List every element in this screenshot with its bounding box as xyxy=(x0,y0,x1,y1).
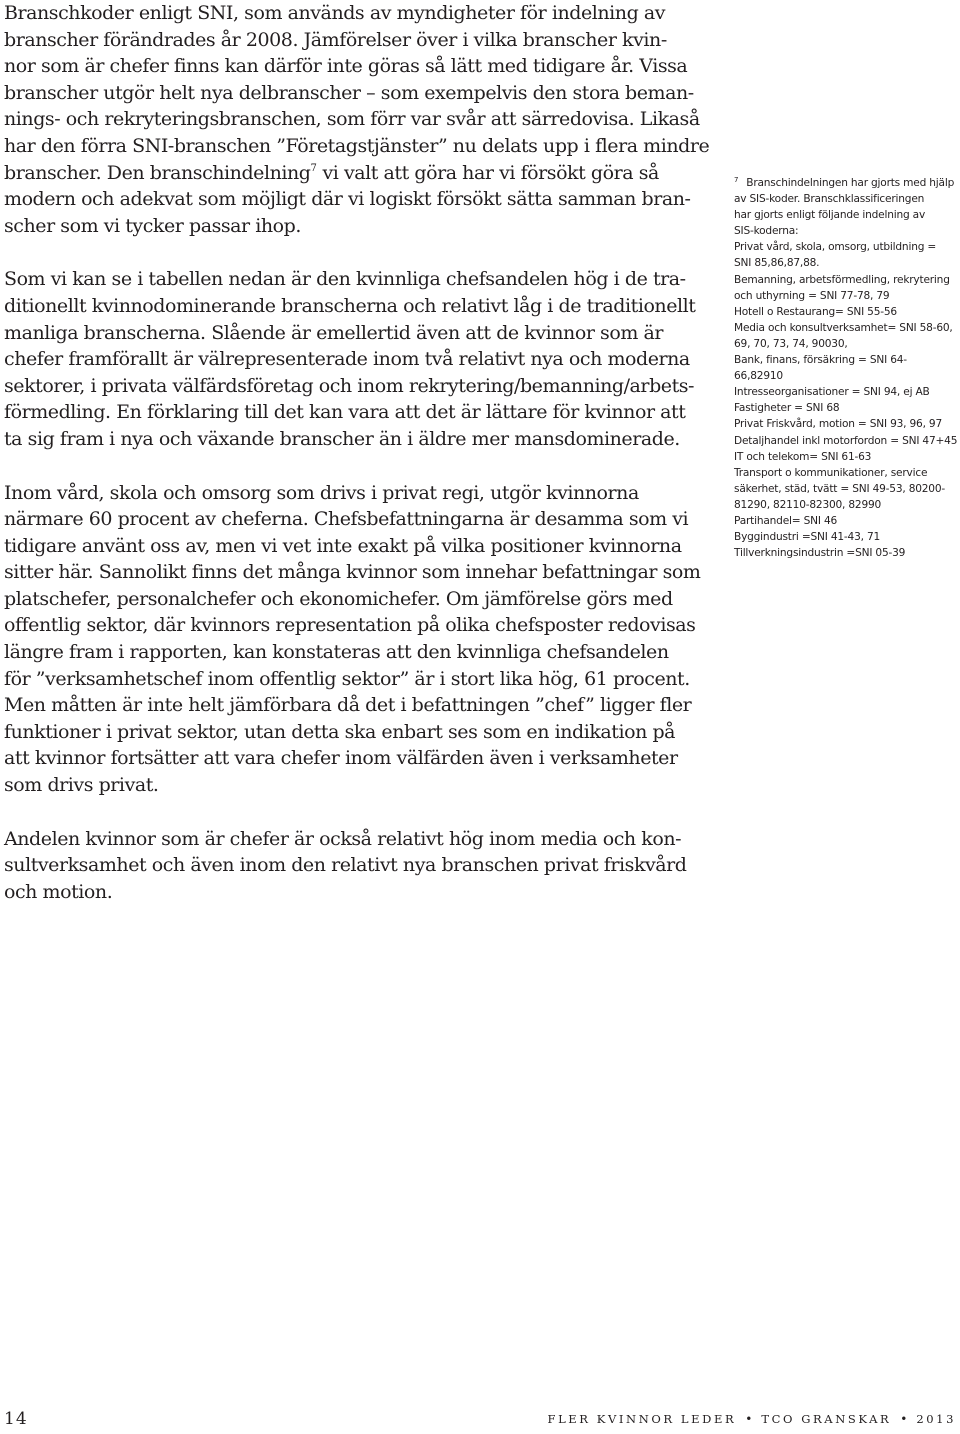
footnote-reference[interactable]: 7 xyxy=(310,162,317,174)
footnote-line: Byggindustri =SNI 41-43, 71 xyxy=(734,531,881,544)
footnote-line: och uthyrning = SNI 77-78, 79 xyxy=(734,289,890,302)
main-text-column xyxy=(4,0,716,905)
footnote-line: Bemanning, arbetsförmedling, rekrytering xyxy=(734,273,950,286)
footnote-line: Privat vård, skola, omsorg, utbildning = xyxy=(734,241,937,254)
text-line: Som vi kan se i tabellen nedan är den kvinnliga chefsandelen hög i de tra- xyxy=(4,268,686,291)
text-line: nings- och rekryteringsbranschen, som förr var svår att särredovisa. Likaså xyxy=(4,108,700,131)
footnote-first-line xyxy=(734,172,958,191)
text-line: sultverksamhet och även inom den relativt nya branschen privat friskvård xyxy=(4,854,687,877)
text-line: som drivs privat. xyxy=(4,774,159,797)
text-line: sektorer, i privata välfärdsföretag och inom rekrytering/bemanning/arbets- xyxy=(4,374,695,397)
footnote-number: 7 xyxy=(734,176,739,184)
paragraph-table-discussion xyxy=(4,266,716,452)
footnote-line: 69, 70, 73, 74, 90030, xyxy=(734,337,848,350)
text-line: chefer framförallt är välrepresenterade inom två relativt nya och moderna xyxy=(4,348,690,371)
footnote-line: Partihandel= SNI 46 xyxy=(734,514,838,527)
text-line xyxy=(4,160,716,187)
footnote-line: Transport o kommunikationer, service xyxy=(734,466,928,479)
text-line: förmedling. En förklaring till det kan vara att det är lättare för kvinnor att xyxy=(4,401,686,424)
text-line: Andelen kvinnor som är chefer är också relativt hög inom media och kon- xyxy=(4,827,682,850)
bullet-separator-icon: • xyxy=(900,1412,908,1426)
footnote-line: säkerhet, städ, tvätt = SNI 49-53, 80200- xyxy=(734,482,946,495)
text-line: scher som vi tycker passar ihop. xyxy=(4,214,301,237)
text-line: platschefer, personalchefer och ekonomichefer. Om jämförelse görs med xyxy=(4,587,673,610)
paragraph-private-care xyxy=(4,480,716,799)
footnote-line: Branschindelningen har gjorts med hjälp xyxy=(746,177,955,189)
paragraph-sni-codes xyxy=(4,0,716,239)
footer-series: TCO GRANSKAR xyxy=(761,1412,892,1426)
footnote-line: Fastigheter = SNI 68 xyxy=(734,402,840,415)
text-line: Branschkoder enligt SNI, som används av myndigheter för indelning av xyxy=(4,2,666,24)
page-number: 14 xyxy=(4,1409,28,1429)
bullet-separator-icon: • xyxy=(745,1412,753,1426)
footnote-line: har gjorts enligt följande indelning av xyxy=(734,209,926,222)
text-line: nor som är chefer finns kan därför inte göras så lätt med tidigare år. Vissa xyxy=(4,55,688,78)
text-line: branscher förändrades år 2008. Jämförelser över i vilka branscher kvin- xyxy=(4,28,667,51)
text-line: Inom vård, skola och omsorg som drivs i privat regi, utgör kvinnorna xyxy=(4,481,639,504)
footnote-line: Intresseorganisationer = SNI 94, ej AB xyxy=(734,386,930,399)
footnote-sidebar xyxy=(734,172,958,561)
footnote-line: av SIS-koder. Branschklassificeringen xyxy=(734,193,925,206)
text-line: funktioner i privat sektor, utan detta ska enbart ses som en indikation på xyxy=(4,720,676,743)
footnote-line: Tillverkningsindustrin =SNI 05-39 xyxy=(734,547,906,560)
text-line: branscher utgör helt nya delbranscher – som exempelvis den stora beman- xyxy=(4,81,694,104)
text-line: Men måtten är inte helt jämförbara då det i befattningen ”chef” ligger fler xyxy=(4,694,692,717)
footer-publication: FLER KVINNOR LEDER xyxy=(547,1412,737,1426)
footnote-line: IT och telekom= SNI 61-63 xyxy=(734,450,872,463)
text-line: längre fram i rapporten, kan konstateras att den kvinnliga chefsandelen xyxy=(4,641,669,664)
text-line: manliga branscherna. Slående är emellertid även att de kvinnor som är xyxy=(4,321,663,344)
footer-year: 2013 xyxy=(916,1412,956,1426)
text-line: ditionellt kvinnodominerande branscherna och relativt låg i de traditionellt xyxy=(4,294,696,317)
text-line: ta sig fram i nya och växande branscher än i äldre mer mansdominerade. xyxy=(4,427,680,450)
footnote-line: 81290, 82110-82300, 82990 xyxy=(734,498,882,511)
text-line: modern och adekvat som möjligt där vi logiskt försökt sätta samman bran- xyxy=(4,188,691,211)
text-line: sitter här. Sannolikt finns det många kvinnor som innehar befattningar som xyxy=(4,561,701,584)
footnote-line: Bank, finans, försäkring = SNI 64- xyxy=(734,354,907,367)
footnote-line: Detaljhandel inkl motorfordon = SNI 47+45 xyxy=(734,434,958,447)
footnote-line: 66,82910 xyxy=(734,370,783,383)
text-line: att kvinnor fortsätter att vara chefer inom välfärden även i verksamheter xyxy=(4,747,678,770)
paragraph-media-consulting xyxy=(4,826,716,906)
text-fragment: vi valt att göra har vi försökt göra så xyxy=(316,161,659,184)
footnote-line: Privat Friskvård, motion = SNI 93, 96, 97 xyxy=(734,418,943,431)
text-line: tidigare använt oss av, men vi vet inte exakt på vilka positioner kvinnorna xyxy=(4,534,682,557)
text-fragment: branscher. Den branschindelning xyxy=(4,161,311,184)
footnote-line: Media och konsultverksamhet= SNI 58-60, xyxy=(734,321,953,334)
footnote-line: Hotell o Restaurang= SNI 55-56 xyxy=(734,305,897,318)
text-line: offentlig sektor, där kvinnors representation på olika chefsposter redovisas xyxy=(4,614,696,637)
text-line: för ”verksamhetschef inom offentlig sektor” är i stort lika hög, 61 procent. xyxy=(4,667,690,690)
footnote-line: SIS-koderna: xyxy=(734,225,799,238)
running-footer xyxy=(547,1412,956,1426)
text-line: har den förra SNI-branschen ”Företagstjänster” nu delats upp i flera mindre xyxy=(4,134,710,157)
text-line: närmare 60 procent av cheferna. Chefsbefattningarna är desamma som vi xyxy=(4,508,689,531)
text-line: och motion. xyxy=(4,880,113,903)
footnote-line: SNI 85,86,87,88. xyxy=(734,257,820,270)
